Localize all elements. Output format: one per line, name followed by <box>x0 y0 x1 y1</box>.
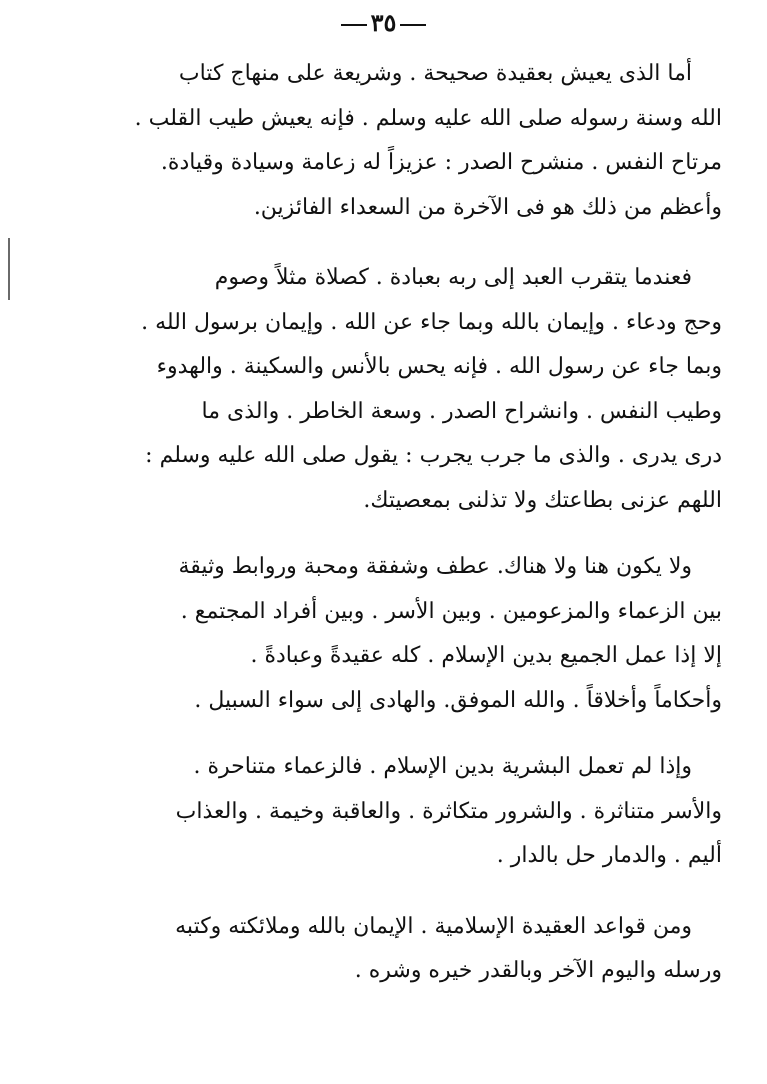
text-line: أليم . والدمار حل بالدار . <box>496 843 722 868</box>
page-number-text: ٣٥ <box>370 8 397 37</box>
page-number <box>0 8 767 38</box>
text-line: اللهم عزنى بطاعتك ولا تذلنى بمعصيتك. <box>363 487 722 513</box>
text-line: الله وسنة رسوله صلى الله عليه وسلم . فإنه يعيش طيب القلب . <box>134 105 722 131</box>
text-line: أما الذى يعيش بعقيدة صحيحة . وشريعة على منهاج كتاب <box>178 61 692 86</box>
page-number-dash-right <box>400 24 426 26</box>
text-line: ورسله واليوم الآخر وبالقدر خيره وشره . <box>354 958 722 983</box>
text-line: والأسر متناثرة . والشرور متكاثرة . والعاقبة وخيمة . والعذاب <box>175 798 722 824</box>
text-line: وإذا لم تعمل البشرية بدين الإسلام . فالزعماء متناحرة . <box>193 754 692 779</box>
text-line: وحج ودعاء . وإيمان بالله وبما جاء عن الله . وإيمان برسول الله . <box>141 309 722 335</box>
paragraph-5 <box>96 905 722 994</box>
text-line: ومن قواعد العقيدة الإسلامية . الإيمان بالله وملائكته وكتبه <box>175 913 692 939</box>
body-text <box>96 52 722 994</box>
page-number-dash-left <box>341 24 367 26</box>
paragraph-4 <box>96 745 722 879</box>
text-line: إلا إذا عمل الجميع بدين الإسلام . كله عقيدةً وعبادةً . <box>250 643 722 668</box>
text-line: وبما جاء عن رسول الله . فإنه يحس بالأنس والسكينة . والهدوء <box>156 354 722 379</box>
text-line: وأعظم من ذلك هو فى الآخرة من السعداء الفائزين. <box>253 194 722 220</box>
text-line: مرتاح النفس . منشرح الصدر : عزيزاً له زعامة وسيادة وقيادة. <box>160 150 722 175</box>
text-line: وطيب النفس . وانشراح الصدر . وسعة الخاطر . والذى ما <box>201 398 722 424</box>
text-line: ولا يكون هنا ولا هناك. عطف وشفقة ومحبة وروابط وثيقة <box>178 554 692 579</box>
text-line: وأحكاماً وأخلاقاً . والله الموفق. والهادى إلى سواء السبيل . <box>194 687 722 713</box>
text-line: فعندما يتقرب العبد إلى ربه بعبادة . كصلاة مثلاً وصوم <box>214 265 692 290</box>
paragraph-2 <box>96 256 722 523</box>
paragraph-3 <box>96 545 722 723</box>
text-line: درى يدرى . والذى ما جرب يجرب : يقول صلى الله عليه وسلم : <box>145 443 722 468</box>
paragraph-1 <box>96 52 722 230</box>
text-line: بين الزعماء والمزعومين . وبين الأسر . وبين أفراد المجتمع . <box>180 598 722 624</box>
scan-edge-mark <box>8 238 10 300</box>
